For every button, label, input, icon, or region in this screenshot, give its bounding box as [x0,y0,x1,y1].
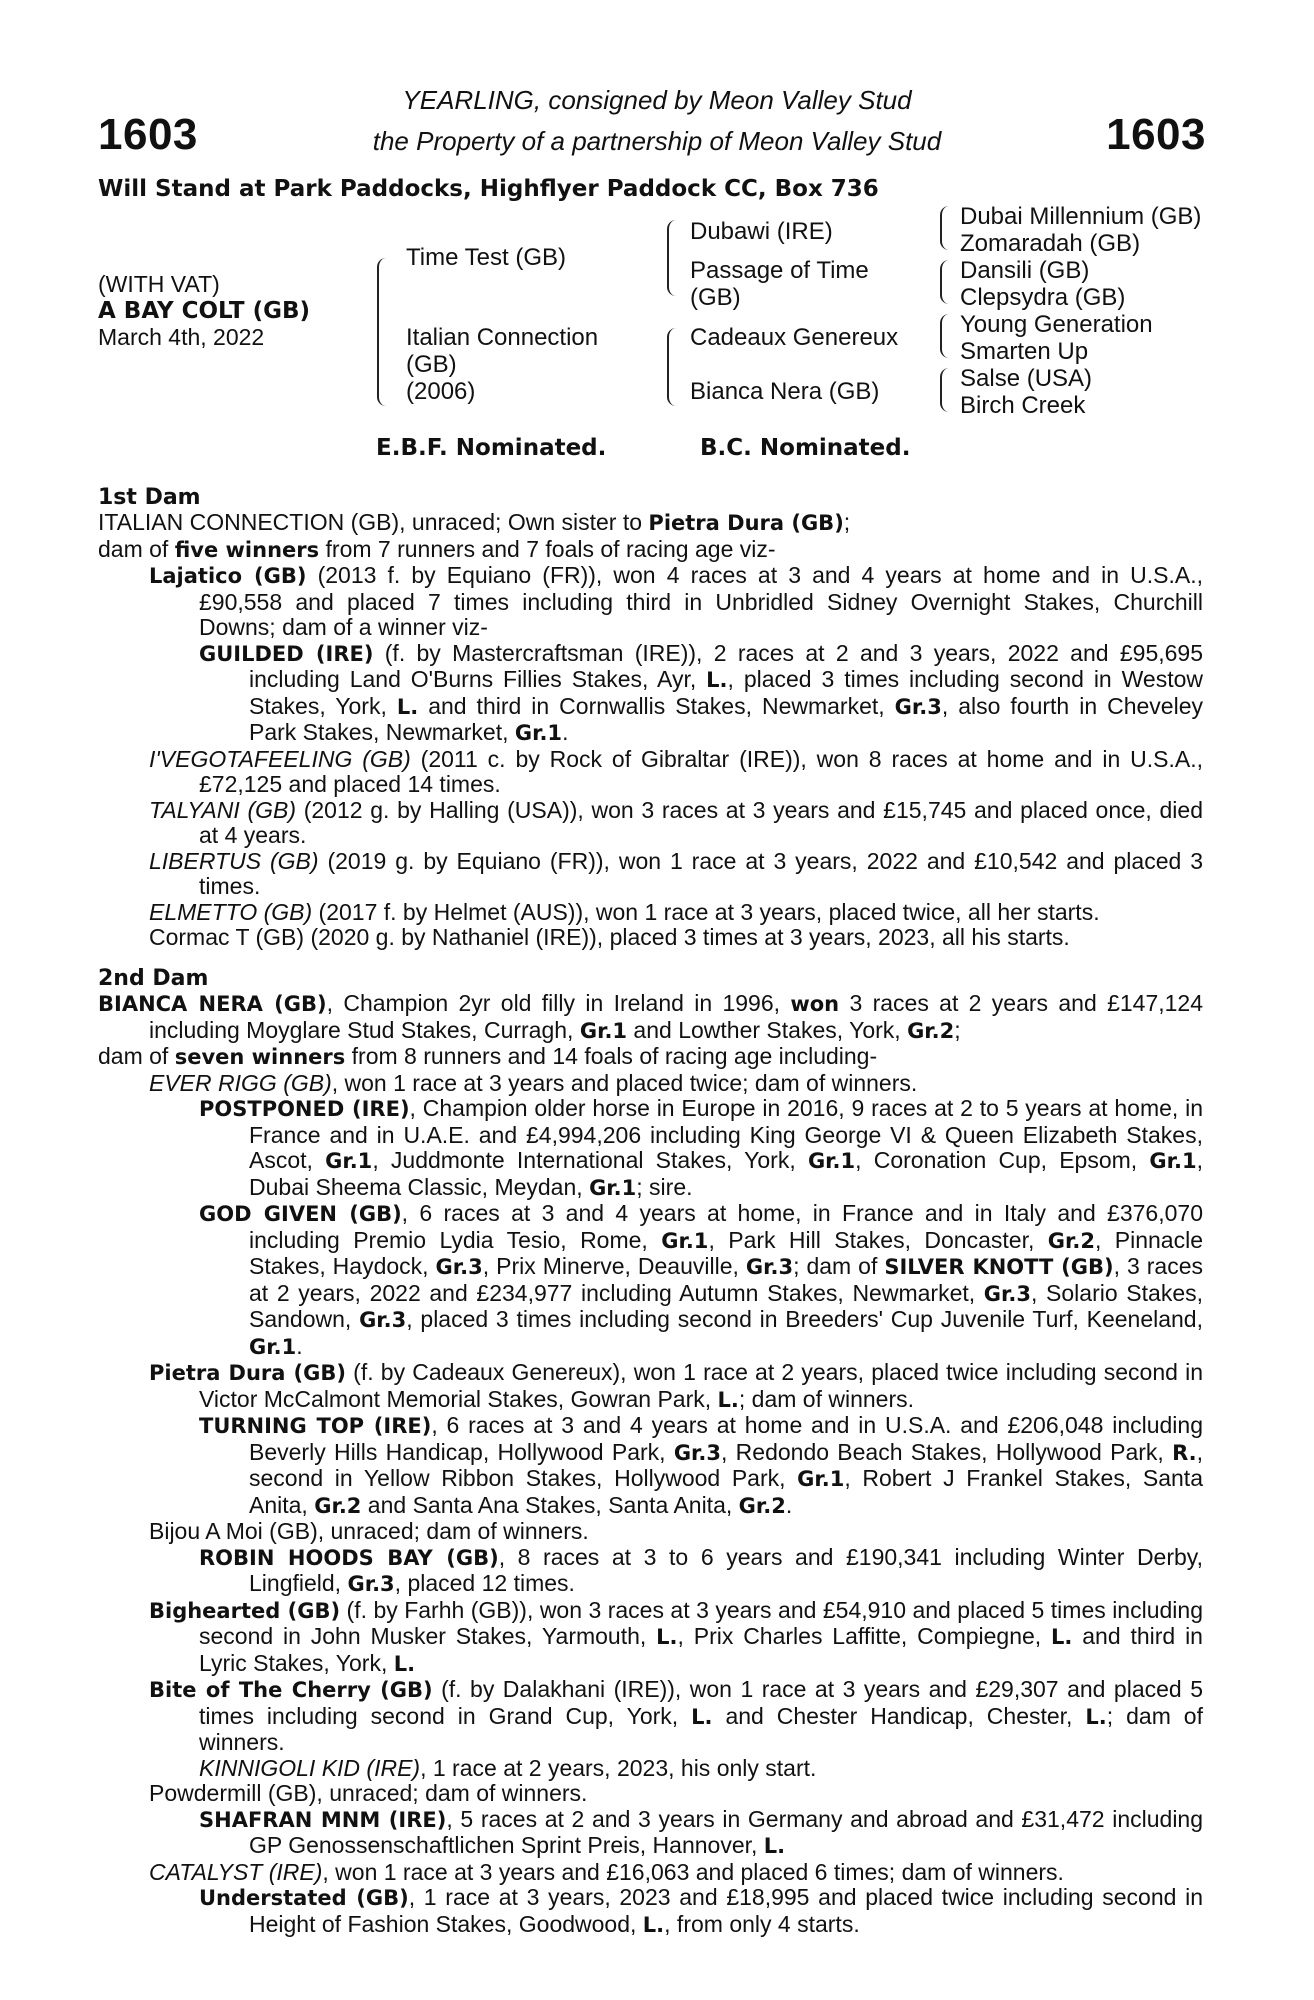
property-line: the Property of a partnership of Meon Valley Stud [372,126,942,156]
text-run: , Solario Stakes, Sandown, [249,1279,1203,1332]
dam-sire-dam: Smarten Up [960,338,1089,365]
italic-run: EVER RIGG (GB) [149,1069,332,1096]
produce-entry [149,1677,1203,1756]
first-dam-title: 1st Dam [98,485,201,510]
produce-entry [149,925,1203,951]
bold-run: Gr.3 [359,1308,407,1332]
sire-sire: Dubawi (IRE) [690,218,833,245]
lot-number-right: 1603 [1106,110,1206,159]
produce-entry [149,1360,1203,1413]
text-run: , placed 3 times including second in Westow Stakes, York, [249,666,1203,719]
produce-entry [149,1598,1203,1678]
text-run: and Chester Handicap, Chester, [712,1702,1086,1729]
text-run: and Santa Ana Stakes, Santa Anita, [361,1491,739,1518]
text-run: and third in Cornwallis Stakes, Newmarket, [418,692,895,719]
text-run: , 6 races at 3 and 4 years at home and in U.S.A. and £206,048 including Beverly Hills Handicap, Hollywood Park, [249,1412,1203,1465]
produce-entry [199,1545,1203,1598]
bold-run: SHAFRAN MNM (IRE) [199,1807,447,1832]
produce-entry [199,1756,1203,1782]
bold-run: ROBIN HOODS BAY (GB) [199,1545,499,1570]
dam-dam: Bianca Nera (GB) [690,378,880,405]
brace-g3-2 [940,260,950,304]
text-run: (2017 f. by Helmet (AUS)), won 1 race at 3 years, placed twice, all her starts. [312,898,1100,925]
bold-run: L. [642,1912,665,1937]
consignor-line: YEARLING, consigned by Meon Valley Stud [402,85,912,115]
sire-sire-dam: Zomaradah (GB) [960,230,1141,257]
produce-entry [199,1096,1203,1201]
text-run: (2019 g. by Equiano (FR)), won 1 race at 3 years, 2022 and £10,542 and placed 3 times. [199,847,1204,899]
text-run: Powdermill (GB), unraced; dam of winners. [149,1780,588,1806]
text-run: , Prix Charles Laffitte, Compiegne, [677,1623,1052,1649]
text-run: . [785,1491,793,1518]
text-run: . [562,719,569,745]
text-run: (f. by Farhh (GB)), won 3 races at 3 years and £54,910 and placed 5 times including second in John Musker Stakes, Yarmouth, [199,1596,1203,1649]
dam-dam-dam: Birch Creek [960,392,1086,419]
dam-dam-sire: Salse (USA) [960,365,1093,392]
bold-run: L. [396,694,419,719]
text-run: , Redondo Beach Stakes, Hollywood Park, [721,1438,1173,1465]
bold-run: Lajatico (GB) [149,564,307,588]
brace-dam [667,328,678,406]
bold-run: Bite of The Cherry (GB) [149,1678,433,1702]
text-run: (f. by Mastercraftsman (IRE)), 2 races at 2 and 3 years, 2022 and £95,695 including Land O'Burns Fillies Stakes, Ayr, [249,639,1203,692]
produce-entry [199,1885,1203,1938]
bold-run: L. [656,1625,678,1649]
produce-entry [199,1201,1203,1360]
dam-produce-summary [98,537,1203,564]
text-run: and Lowther Stakes, York, [627,1016,908,1043]
dam-sire: Cadeaux Genereux [690,324,899,351]
bold-run: Gr.3 [435,1255,483,1279]
produce-entry [149,747,1203,798]
produce-entry [149,563,1203,641]
sire-dam-line2: (GB) [690,284,741,311]
sire-dam-sire: Dansili (GB) [960,257,1090,284]
sire-dam-dam: Clepsydra (GB) [960,284,1126,311]
bold-run: Gr.3 [894,694,942,719]
sire: Time Test (GB) [406,244,567,271]
bold-run: GOD GIVEN (GB) [199,1202,402,1226]
bold-run: L. [717,1387,739,1412]
brace-sire [667,220,678,296]
text-run: , Coronation Cup, Epsom, [855,1147,1150,1173]
text-run: Cormac T (GB) (2020 g. by Nathaniel (IRE)), placed 3 times at 3 years, 2023, all his starts. [149,924,1070,950]
bold-run: TURNING TOP (IRE) [199,1414,432,1438]
text-run: , also fourth in Cheveley Park Stakes, Newmarket, [249,692,1203,745]
brace-gen1 [377,258,388,406]
bold-run: five winners [174,537,320,562]
bold-run: POSTPONED (IRE) [199,1097,410,1121]
bold-run: Gr.1 [807,1149,856,1173]
lot-number-left: 1603 [98,110,198,159]
text-run: , Dubai Sheema Classic, Meydan, [249,1147,1203,1200]
bold-run: Gr.1 [579,1018,628,1043]
vat-note: (WITH VAT) [98,271,220,297]
dam-sire-sire: Young Generation [960,311,1153,338]
bold-run: Gr.1 [325,1149,373,1173]
text-run: (f. by Cadeaux Genereux), won 1 race at 2 years, placed twice including second in Victor McCalmont Memorial Stakes, Gowran Park, [199,1359,1203,1412]
text-run: , 5 races at 2 and 3 years in Germany and abroad and £31,472 including GP Genossenschaftlichen Sprint Preis, Hannover, [249,1805,1204,1858]
dam-record [98,510,1203,537]
italic-run: I'VEGOTAFEELING (GB) [149,745,411,772]
italic-run: TALYANI (GB) [149,796,297,823]
produce-entry [149,1519,1203,1545]
bold-run: Gr.1 [661,1228,709,1253]
text-run: , 1 race at 3 years, 2023 and £18,995 and placed twice including second in Height of Fashion Stakes, Goodwood, [249,1884,1204,1937]
horse-name: A BAY COLT (GB) [98,298,311,324]
sire-sire-sire: Dubai Millennium (GB) [960,203,1202,230]
text-run: from 7 runners and 7 foals of racing age viz- [319,535,776,562]
text-run: , Champion 2yr old filly in Ireland in 1996, [326,990,791,1016]
text-run: . [296,1332,303,1359]
bold-run: won [790,992,840,1016]
ebf-nomination: E.B.F. Nominated. [376,435,607,461]
italic-run: KINNIGOLI KID (IRE) [199,1754,421,1781]
bold-run: Gr.2 [1047,1228,1095,1253]
bold-run: Gr.3 [745,1255,794,1279]
produce-entry [149,1781,1203,1807]
produce-entry [149,849,1203,900]
text-run: , Champion older horse in Europe in 2016, 9 races at 2 to 5 years at home, in France and in U.A.E. and £4,994,206 including King George VI & Queen Elizabeth Stakes, Ascot, [249,1095,1203,1173]
bold-run: L. [1085,1704,1107,1729]
bold-run: Gr.1 [514,721,563,745]
text-run: , Park Hill Stakes, Doncaster, [708,1226,1048,1253]
text-run: (2011 c. by Rock of Gibraltar (IRE)), won 8 races at home and in U.S.A., £72,125 and placed 14 times. [199,745,1203,797]
italic-run: LIBERTUS (GB) [149,847,319,874]
bold-run: Gr.1 [589,1175,637,1200]
text-run: and third in Lyric Stakes, York, [199,1623,1203,1676]
text-run: ; dam of winners. [738,1385,915,1412]
first-dam-section [98,510,1203,951]
produce-entry [199,641,1203,747]
bold-run: Gr.1 [249,1334,297,1359]
bold-run: Bighearted (GB) [149,1598,341,1623]
text-run: dam of [98,535,175,562]
bold-run: BIANCA NERA (GB) [98,992,327,1016]
dam-line2: (GB) [406,351,457,378]
bold-run: Understated (GB) [199,1886,409,1910]
bold-run: L. [691,1704,713,1729]
bold-run: Gr.3 [983,1281,1031,1306]
foaling-date: March 4th, 2022 [98,324,265,350]
sire-dam-line1: Passage of Time [690,257,869,284]
brace-g3-3 [940,314,950,358]
bold-run: L. [393,1651,416,1676]
bold-run: Gr.1 [1149,1149,1197,1173]
text-run: ; [954,1016,961,1043]
dam-line3: (2006) [406,378,476,405]
brace-g3-4 [940,368,950,412]
text-run: , 8 races at 3 to 6 years and £190,341 including Winter Derby, Lingfield, [249,1543,1203,1596]
bold-run: Gr.2 [314,1493,362,1518]
produce-entry [149,798,1203,849]
stand-location: Will Stand at Park Paddocks, Highflyer Paddock CC, Box 736 [98,176,879,202]
dam-produce-summary [98,1044,1203,1071]
text-run: , 3 races at 2 years, 2022 and £234,977 including Autumn Stakes, Newmarket, [249,1253,1204,1306]
text-run: , Robert J Frankel Stakes, Santa Anita, [249,1465,1203,1518]
text-run: , 1 race at 2 years, 2023, his only start. [420,1754,817,1781]
produce-entry [149,1071,1203,1097]
produce-entry [199,1413,1203,1519]
text-run: , from only 4 starts. [664,1910,860,1937]
brace-g3-1 [940,206,950,250]
text-run: , Pinnacle Stakes, Haydock, [249,1226,1203,1279]
text-run: ; dam of [793,1253,885,1279]
bold-run: Pietra Dura (GB) [648,511,844,535]
bold-run: Gr.1 [797,1467,845,1491]
text-run: , Juddmonte International Stakes, York, [372,1147,808,1173]
text-run: dam of [98,1043,175,1069]
text-run: ITALIAN CONNECTION (GB), unraced; Own sister to [98,509,649,535]
bold-run: L. [706,668,728,692]
bold-run: Gr.2 [907,1018,955,1043]
text-run: ; [843,509,851,535]
text-run: , second in Yellow Ribbon Stakes, Hollywood Park, [249,1438,1203,1491]
text-run: , won 1 race at 3 years and £16,063 and placed 6 times; dam of winners. [322,1858,1064,1885]
text-run: (2012 g. by Halling (USA)), won 3 races at 3 years and £15,745 and placed once, died at 4 years. [199,796,1203,848]
text-run: , placed 3 times including second in Breeders' Cup Juvenile Turf, Keeneland, [406,1306,1203,1332]
dam-line1: Italian Connection [406,324,599,351]
italic-run: CATALYST (IRE) [149,1858,323,1885]
bold-run: L. [763,1834,786,1858]
text-run: ; dam of winners. [199,1702,1203,1755]
bold-run: L. [1051,1625,1073,1649]
bold-run: Gr.3 [347,1572,395,1596]
bold-run: seven winners [174,1045,346,1069]
produce-entry [149,1860,1203,1886]
text-run: , won 1 race at 3 years and placed twice; dam of winners. [331,1069,918,1096]
bold-run: GUILDED (IRE) [199,641,374,666]
text-run: from 8 runners and 14 foals of racing age including- [345,1043,878,1069]
bold-run: SILVER KNOTT (GB) [884,1255,1114,1279]
bold-run: Pietra Dura (GB) [149,1361,346,1385]
italic-run: ELMETTO (GB) [149,898,313,925]
text-run: (2013 f. by Equiano (FR)), won 4 races at 3 and 4 years at home and in U.S.A., £90,558 and placed 7 times including third in Unbridled Sidney Overnight Stakes, Churchill Downs; dam of a winner viz- [199,562,1203,640]
produce-entry [199,1807,1203,1860]
dam-record [98,991,1203,1044]
text-run: ; sire. [636,1173,693,1200]
bc-nomination: B.C. Nominated. [700,435,911,461]
bold-run: Gr.3 [673,1440,722,1465]
text-run: , 6 races at 3 and 4 years at home, in France and in Italy and £376,070 including Premio Lydia Tesio, Rome, [249,1200,1203,1253]
text-run: (f. by Dalakhani (IRE)), won 1 race at 3 years and £29,307 and placed 5 times including second in Grand Cup, York, [199,1676,1203,1729]
bold-run: Gr.2 [738,1493,786,1518]
produce-entry [149,900,1203,926]
second-dam-section [98,991,1203,1938]
text-run: , Prix Minerve, Deauville, [482,1253,746,1279]
text-run: 3 races at 2 years and £147,124 including Moyglare Stud Stakes, Curragh, [149,990,1204,1043]
bold-run: R. [1172,1440,1197,1465]
second-dam-title: 2nd Dam [98,966,209,991]
text-run: , placed 12 times. [394,1570,575,1596]
text-run: Bijou A Moi (GB), unraced; dam of winners. [149,1518,589,1544]
